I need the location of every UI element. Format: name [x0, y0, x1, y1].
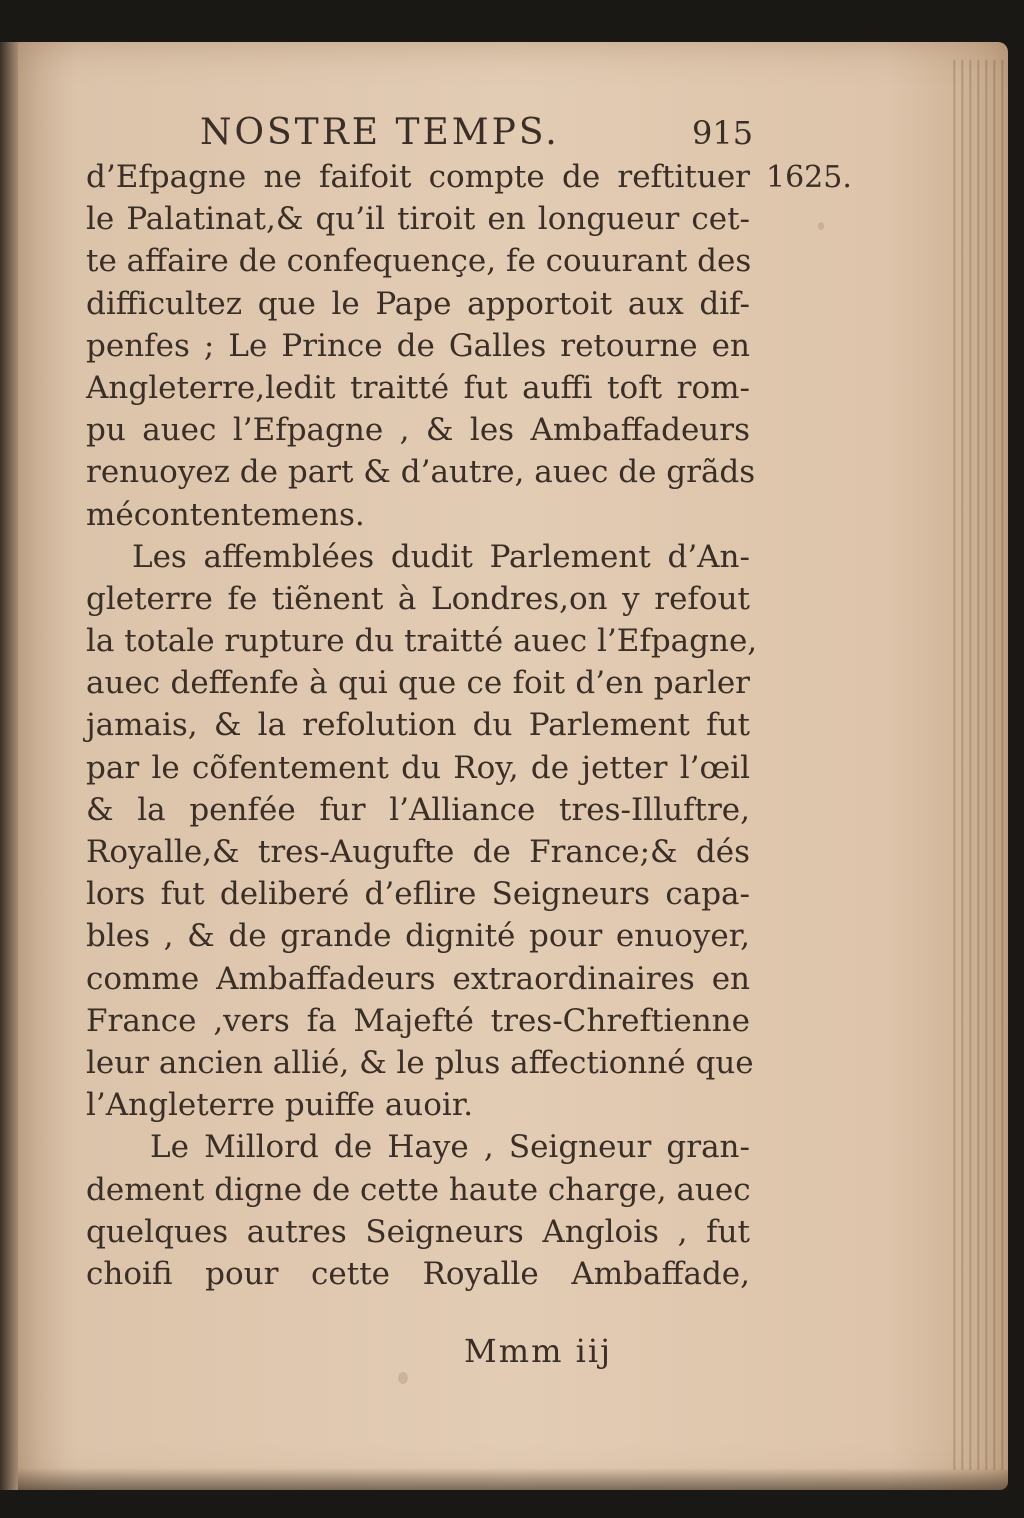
text-line: jamais, & la refolution du Parlement fut — [86, 707, 750, 744]
text-line: quelques autres Seigneurs Anglois , fut — [86, 1213, 750, 1250]
body-text — [86, 156, 766, 1295]
text-line: par le cõfentement du Roy, de jetter l’œil — [86, 749, 750, 786]
text-line: te affaire de confequençe, fe couurant des — [86, 243, 752, 280]
text-line: le Palatinat,& qu’il tiroit en longueur cet- — [86, 201, 750, 238]
signature-mark: Mmm iij — [464, 1332, 613, 1370]
text-line: choifi pour cette Royalle Ambaffade, — [86, 1255, 750, 1292]
text-line: la totale rupture du traitté auec l’Efpagne, — [86, 623, 758, 660]
margin-year-note: 1625. — [766, 160, 852, 195]
text-line: lors fut deliberé d’eflire Seigneurs capa- — [86, 876, 750, 913]
text-line: Angleterre,ledit traitté fut auffi toft rom- — [86, 369, 750, 406]
text-line: & la penfée fur l’Alliance tres-Illuftre, — [86, 791, 750, 828]
page-stack-edges — [948, 60, 1008, 1470]
text-line: penfes ; Le Prince de Galles retourne en — [86, 327, 750, 364]
text-line: dement digne de cette haute charge, auec — [86, 1171, 751, 1208]
page-text — [86, 108, 766, 1295]
text-line: bles , & de grande dignité pour enuoyer, — [86, 918, 750, 955]
text-line: d’Efpagne ne faifoit compte de reftituer — [86, 159, 750, 195]
ink-spot — [818, 222, 824, 230]
text-line: Les affemblées dudit Parlement d’An- — [132, 538, 750, 575]
running-head — [86, 108, 766, 156]
bottom-shadow — [18, 1468, 1008, 1490]
running-head-title: NOSTRE TEMPS. — [200, 112, 560, 153]
text-line: comme Ambaffadeurs extraordinaires en — [86, 960, 750, 997]
text-line: Le Millord de Haye , Seigneur gran- — [150, 1129, 750, 1166]
text-line: Royalle,& tres-Augufte de France;& dés — [86, 834, 750, 870]
text-line: auec deffenfe à qui que ce foit d’en parler — [86, 665, 750, 702]
text-line: renuoyez de part & d’autre, auec de grãds — [86, 454, 756, 491]
text-line: leur ancien allié, & le plus affectionné que — [86, 1044, 754, 1081]
text-line: gleterre fe tiẽnent à Londres,on y refout — [86, 580, 750, 617]
text-line: France ,vers fa Majefté tres-Chreftienne — [86, 1002, 750, 1039]
page-number: 915 — [692, 114, 754, 152]
text-line: pu auec l’Efpagne , & les Ambaffadeurs — [86, 412, 750, 449]
text-line: mécontentemens. — [86, 496, 365, 533]
text-line: l’Angleterre puiffe auoir. — [86, 1087, 474, 1124]
ink-spot — [398, 1372, 408, 1384]
text-line: difficultez que le Pape apportoit aux dif- — [86, 285, 750, 322]
